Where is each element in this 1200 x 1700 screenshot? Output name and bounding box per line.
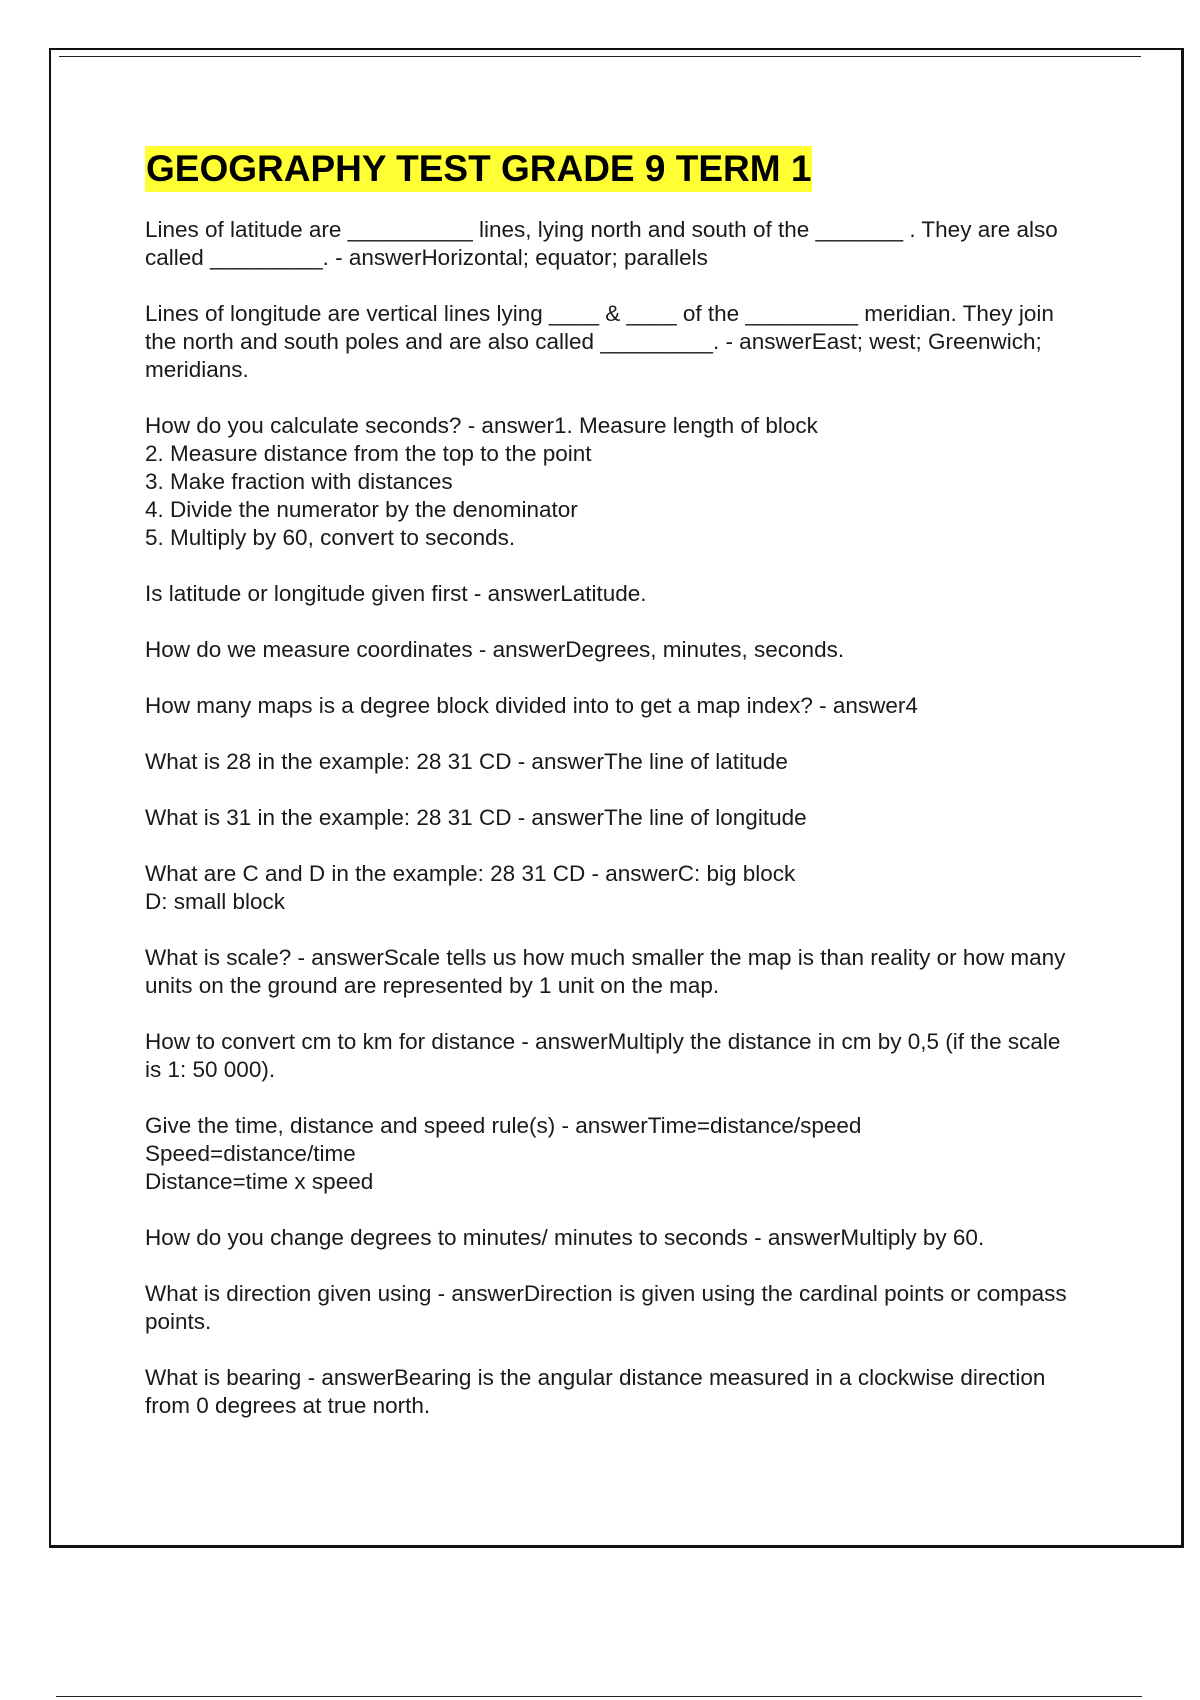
document-content: [145, 146, 1080, 1448]
qa-item: What are C and D in the example: 28 31 CD - answerC: big block D: small block: [145, 861, 796, 914]
qa-item: What is scale? - answerScale tells us how much smaller the map is than reality or how many units on the ground are represented by 1 unit on the map.: [145, 945, 1066, 998]
qa-item: How do you calculate seconds? - answer1. Measure length of block 2. Measure distance from the top to the point 3. Make fraction with distances 4. Divide the numerator by the denominator 5. Multiply by 60, convert to seconds.: [145, 413, 818, 550]
qa-item: Lines of longitude are vertical lines lying ____ & ____ of the _________ meridian. They join the north and south poles and are also called _________. - answerEast; west; Greenwich; meridians.: [145, 301, 1054, 382]
qa-item: How to convert cm to km for distance - answerMultiply the distance in cm by 0,5 (if the scale is 1: 50 000).: [145, 1029, 1061, 1082]
qa-item: How many maps is a degree block divided into to get a map index? - answer4: [145, 693, 918, 718]
qa-item: What is 31 in the example: 28 31 CD - answerThe line of longitude: [145, 805, 807, 830]
qa-item: Is latitude or longitude given first - answerLatitude.: [145, 581, 647, 606]
qa-item: Lines of latitude are __________ lines, lying north and south of the _______ . They are also called _________. - answerHorizontal; equator; parallels: [145, 217, 1058, 270]
top-rule: [59, 56, 1141, 57]
qa-item: What is bearing - answerBearing is the angular distance measured in a clockwise direction from 0 degrees at true north.: [145, 1365, 1046, 1418]
qa-item: Give the time, distance and speed rule(s) - answerTime=distance/speed Speed=distance/time Distance=time x speed: [145, 1113, 862, 1194]
qa-item: How do you change degrees to minutes/ minutes to seconds - answerMultiply by 60.: [145, 1225, 985, 1250]
qa-item: What is direction given using - answerDirection is given using the cardinal points or compass points.: [145, 1281, 1067, 1334]
bottom-rule: [56, 1696, 1142, 1697]
page-title: GEOGRAPHY TEST GRADE 9 TERM 1: [145, 146, 812, 192]
qa-item: How do we measure coordinates - answerDegrees, minutes, seconds.: [145, 637, 845, 662]
qa-item: What is 28 in the example: 28 31 CD - answerThe line of latitude: [145, 749, 788, 774]
